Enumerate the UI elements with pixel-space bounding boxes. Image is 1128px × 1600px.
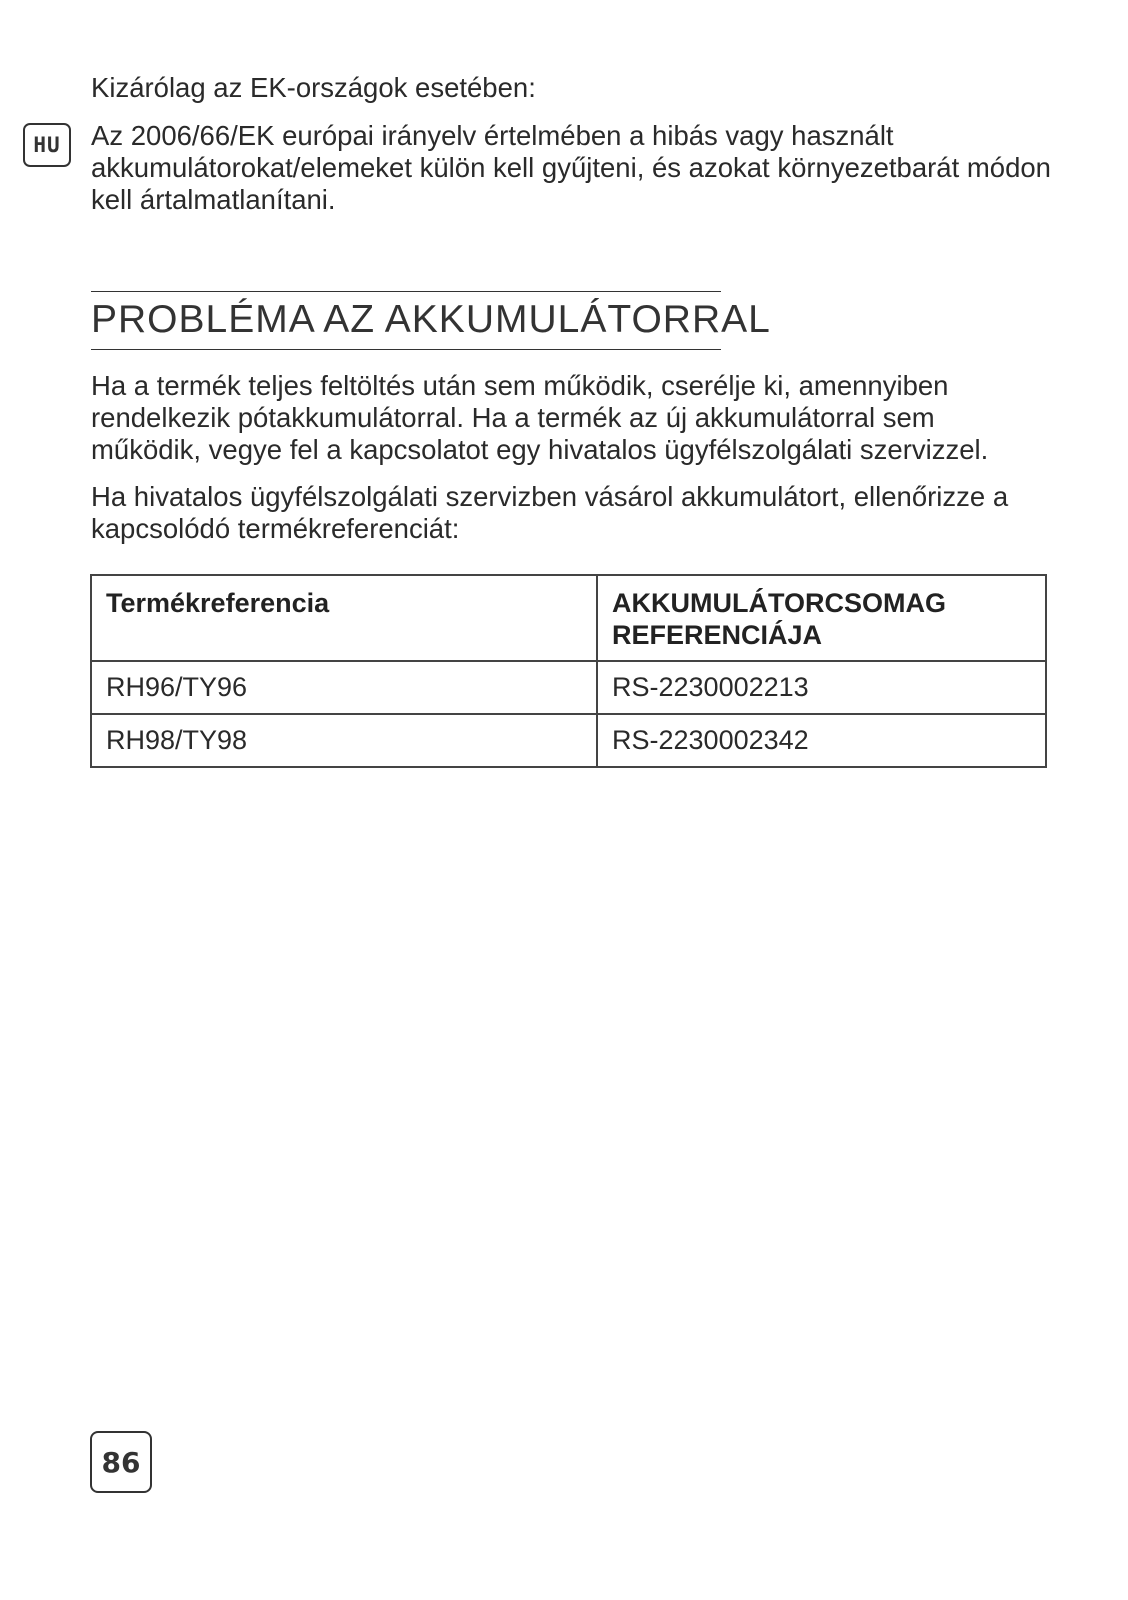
section-rule-top	[91, 291, 721, 292]
table-row	[91, 714, 1046, 767]
product-reference-cell: RH96/TY96	[91, 661, 597, 714]
page-number: 86	[90, 1431, 152, 1493]
battery-purchase-paragraph: Ha hivatalos ügyfélszolgálati szervizben vásárol akkumulátort, ellenőrizze a kapcsolódó termékreferenciát:	[91, 481, 1009, 544]
table-header-row	[91, 575, 1046, 661]
section-title: PROBLÉMA AZ AKKUMULÁTORRAL	[91, 298, 771, 341]
battery-directive-text: Az 2006/66/EK európai irányelv értelmében a hibás vagy használt akkumulátorokat/elemeket külön kell gyűjteni, és azokat környezetbarát módon kell ártalmatlanítani.	[91, 120, 1051, 215]
eu-only-heading: Kizárólag az EK-országok esetében:	[91, 72, 536, 103]
reference-table	[90, 574, 1047, 768]
table-row	[91, 661, 1046, 714]
section-rule-bottom	[91, 349, 721, 350]
product-reference-cell: RH98/TY98	[91, 714, 597, 767]
language-badge: HU	[23, 123, 71, 167]
header-product-reference: Termékreferencia	[91, 575, 597, 661]
battery-reference-cell: RS-2230002342	[597, 714, 1046, 767]
header-battery-pack-reference: AKKUMULÁTORCSOMAG REFERENCIÁJA	[597, 575, 1046, 661]
battery-reference-cell: RS-2230002213	[597, 661, 1046, 714]
battery-problem-paragraph: Ha a termék teljes feltöltés után sem működik, cserélje ki, amennyiben rendelkezik pótakkumulátorral. Ha a termék az új akkumulátorral sem működik, vegye fel a kapcsolatot egy hivatalos ügyfélszolgálati szervizzel.	[91, 370, 989, 465]
